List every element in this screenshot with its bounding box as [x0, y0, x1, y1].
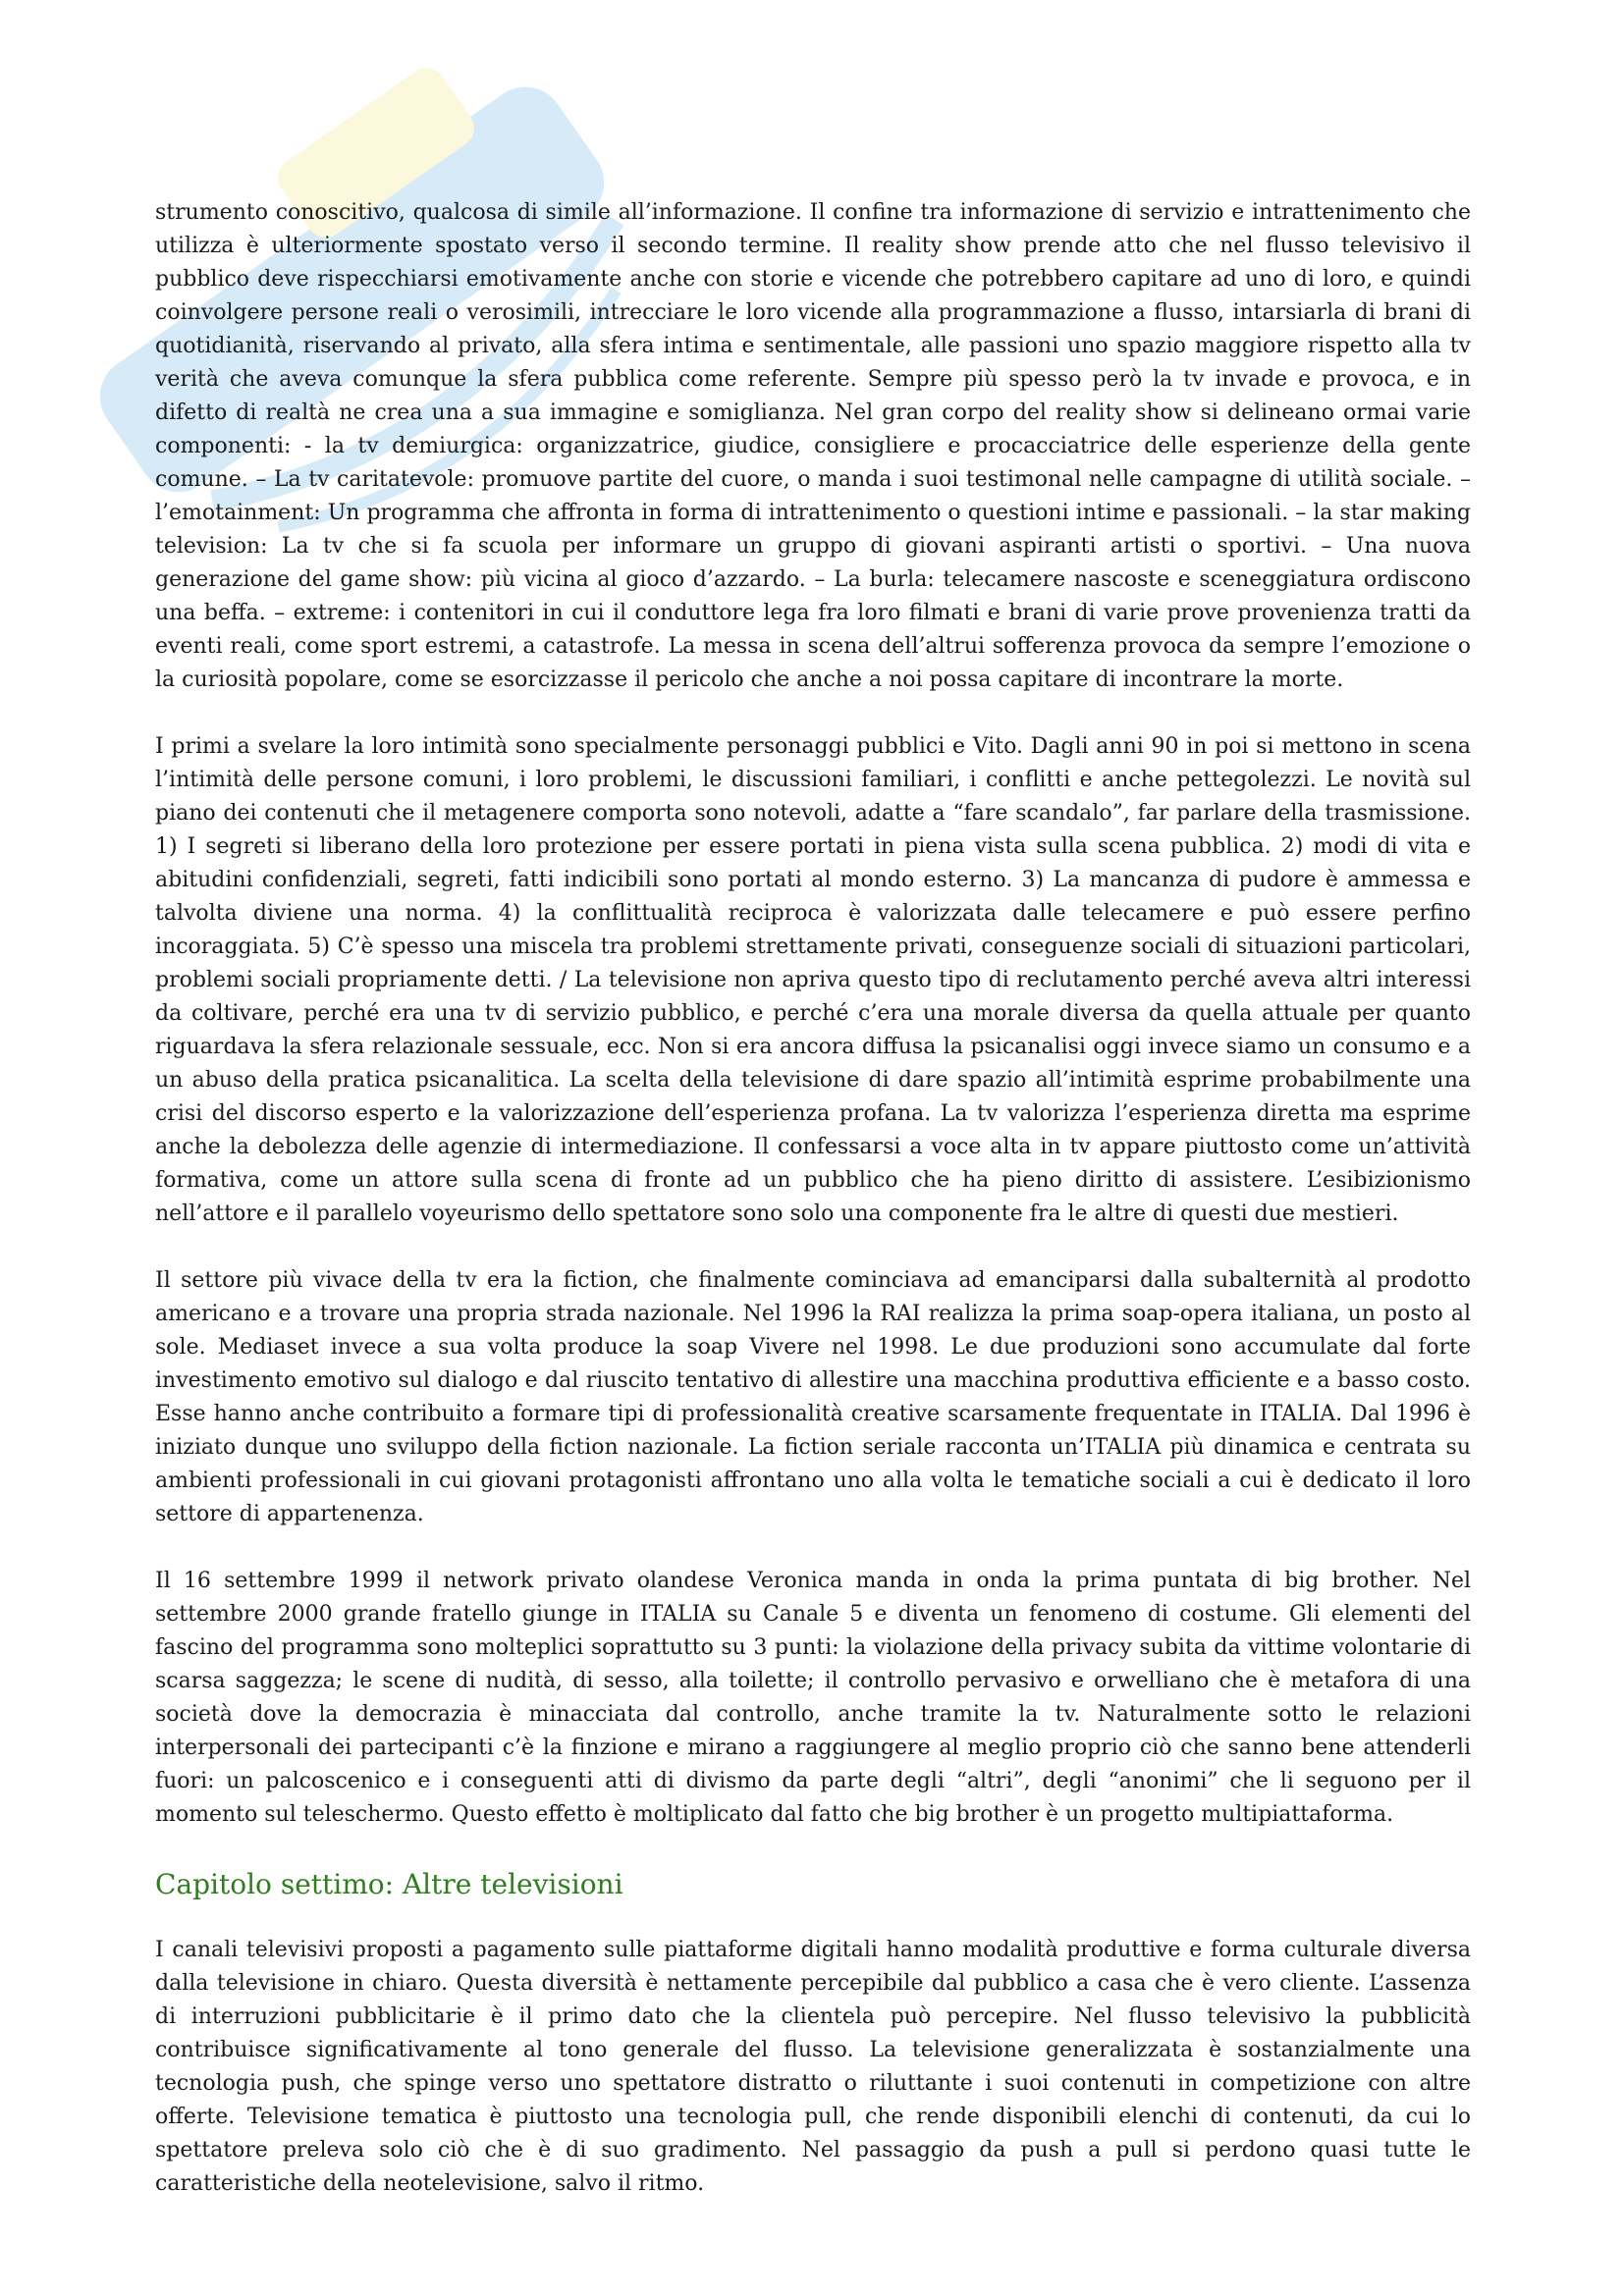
- paragraph-reality-show: strumento conoscitivo, qualcosa di simile all’informazione. Il confine tra informazione di servizio e intrattenimento che utilizza è ulteriormente spostato verso il secondo termine. Il reality show prende atto che nel flusso televisivo il pubblico deve rispecchiarsi emotivamente anche con storie e vicende che potrebbero capitare ad uno di loro, e quindi coinvolgere persone reali o verosimili, intrecciare le loro vicende alla programmazione a flusso, intarsiarla di brani di quotidianità, riservando al privato, alla sfera intima e sentimentale, alle passioni uno spazio maggiore rispetto alla tv verità che aveva comunque la sfera pubblica come referente. Sempre più spesso però la tv invade e provoca, e in difetto di realtà ne crea una a sua immagine e somiglianza. Nel gran corpo del reality show si delineano ormai varie componenti: - la tv demiurgica: organizzatrice, giudice, consigliere e procacciatrice delle esperienze della gente comune. – La tv caritatevole: promuove partite del cuore, o manda i suoi testimonal nelle campagne di utilità sociale. – l’emotainment: Un programma che affronta in forma di intrattenimento o questioni intime e passionali. – la star making television: La tv che si fa scuola per informare un gruppo di giovani aspiranti artisti o sportivi. – Una nuova generazione del game show: più vicina al gioco d’azzardo. – La burla: telecamere nascoste e sceneggiatura ordiscono una beffa. – extreme: i contenitori in cui il conduttore lega fra loro filmati e brani di varie prove provenienza tratti da eventi reali, come sport estremi, a catastrofe. La messa in scena dell’altrui sofferenza provoca da sempre l’emozione o la curiosità popolare, come se esorcizzasse il pericolo che anche a noi possa capitare di incontrare la morte.: [155, 200, 1471, 692]
- paragraph-pay-tv: I canali televisivi proposti a pagamento sulle piattaforme digitali hanno modalità produttive e forma culturale diversa dalla televisione in chiaro. Questa diversità è nettamente percepibile dal pubblico a casa che è vero cliente. L’assenza di interruzioni pubblicitarie è il primo dato che la clientela può percepire. Nel flusso televisivo la pubblicità contribuisce significativamente al tono generale del flusso. La televisione generalizzata è sostanzialmente una tecnologia push, che spinge verso uno spettatore distratto o riluttante i suoi contenuti in competizione con altre offerte. Televisione tematica è piuttosto una tecnologia pull, che rende disponibili elenchi di contenuti, da cui lo spettatore preleva solo ciò che è di suo gradimento. Nel passaggio da push a pull si perdono quasi tutte le caratteristiche della neotelevisione, salvo il ritmo.: [155, 1938, 1471, 2196]
- paragraph-fiction: Il settore più vivace della tv era la fiction, che finalmente cominciava ad emanciparsi dalla subalternità al prodotto americano e a trovare una propria strada nazionale. Nel 1996 la RAI realizza la prima soap-opera italiana, un posto al sole. Mediaset invece a sua volta produce la soap Vivere nel 1998. Le due produzioni sono accumulate dal forte investimento emotivo sul dialogo e dal riuscito tentativo di allestire una macchina produttiva efficiente e a basso costo. Esse hanno anche contribuito a formare tipi di professionalità creative scarsamente frequentate in ITALIA. Dal 1996 è iniziato dunque uno sviluppo della fiction nazionale. La fiction seriale racconta un’ITALIA più dinamica e centrata su ambienti professionali in cui giovani protagonisti affrontano uno alla volta le tematiche sociali a cui è dedicato il loro settore di appartenenza.: [155, 1268, 1471, 1526]
- section-heading: Capitolo settimo: Altre televisioni: [155, 1868, 623, 1900]
- document-page: [155, 196, 1471, 2234]
- paragraph-intimacy: I primi a svelare la loro intimità sono specialmente personaggi pubblici e Vito. Dagli anni 90 in poi si mettono in scena l’intimità delle persone comuni, i loro problemi, le discussioni familiari, i conflitti e anche pettegolezzi. Le novità sul piano dei contenuti che il metagenere comporta sono notevoli, adatte a “fare scandalo”, far parlare della trasmissione. 1) I segreti si liberano della loro protezione per essere portati in piena vista sulla scena pubblica. 2) modi di vita e abitudini confidenziali, segreti, fatti indicibili sono portati al mondo esterno. 3) La mancanza di pudore è ammessa e talvolta diviene una norma. 4) la conflittualità reciproca è valorizzata dalle telecamere e può essere perfino incoraggiata. 5) C’è spesso una miscela tra problemi strettamente privati, conseguenze sociali di situazioni particolari, problemi sociali propriamente detti. / La televisione non apriva questo tipo di reclutamento perché aveva altri interessi da coltivare, perché era una tv di servizio pubblico, e perché c’era una morale diversa da quella attuale per quanto riguardava la sfera relazionale sessuale, ecc. Non si era ancora diffusa la psicanalisi oggi invece siamo un consumo e a un abuso della pratica psicanalitica. La scelta della televisione di dare spazio all’intimità esprime probabilmente una crisi del discorso esperto e la valorizzazione dell’esperienza profana. La tv valorizza l’esperienza diretta ma esprime anche la debolezza delle agenzie di intermediazione. Il confessarsi a voce alta in tv appare piuttosto come un’attività formativa, come un attore sulla scena di fronte ad un pubblico che ha pieno diritto di assistere. L’esibizionismo nell’attore e il parallelo voyeurismo dello spettatore sono solo una componente fra le altre di questi due mestieri.: [155, 734, 1471, 1226]
- paragraph-big-brother: Il 16 settembre 1999 il network privato olandese Veronica manda in onda la prima puntata di big brother. Nel settembre 2000 grande fratello giunge in ITALIA su Canale 5 e diventa un fenomeno di costume. Gli elementi del fascino del programma sono molteplici soprattutto su 3 punti: la violazione della privacy subita da vittime volontarie di scarsa saggezza; le scene di nudità, di sesso, alla toilette; il controllo pervasivo e orwelliano che è metafora di una società dove la democrazia è minacciata dal controllo, anche tramite la tv. Naturalmente sotto le relazioni interpersonali dei partecipanti c’è la finzione e mirano a raggiungere al meglio proprio ciò che sanno bene attenderli fuori: un palcoscenico e i conseguenti atti di divismo da parte degli “altri”, degli “anonimi” che li seguono per il momento sul teleschermo. Questo effetto è moltiplicato dal fatto che big brother è un progetto multipiattaforma.: [155, 1569, 1471, 1827]
